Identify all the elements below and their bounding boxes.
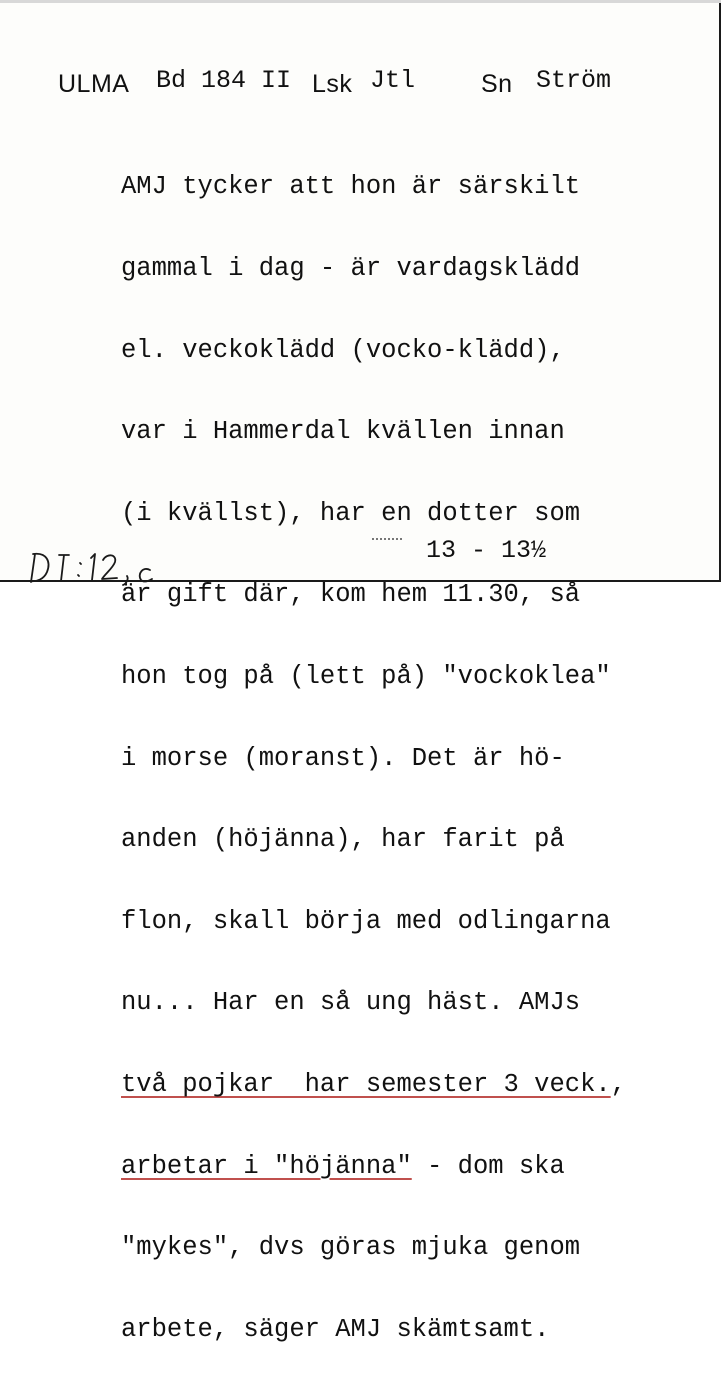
landskap-label: Lsk xyxy=(312,70,353,98)
underlined-phrase: två pojkar har semester 3 veck. xyxy=(121,1069,611,1099)
text-tail: , xyxy=(610,1069,626,1099)
text-line-underlined xyxy=(121,1071,626,1098)
text-line-underlined xyxy=(121,1153,626,1180)
volume-ref: Bd 184 II xyxy=(156,66,292,95)
text-line: flon, skall börja med odlingarna xyxy=(121,906,611,936)
text-line: nu... Har en så ung häst. AMJs xyxy=(121,988,581,1018)
text-line: AMJ tycker att hon är särskilt xyxy=(121,172,581,202)
text-line: hon tog på (lett på) "vockoklea" xyxy=(121,661,611,691)
card-body-text xyxy=(121,119,626,1397)
handwritten-signum xyxy=(25,546,195,586)
text-line: (i kvällst), har en dotter som xyxy=(121,498,581,528)
text-line: gammal i dag - är vardagsklädd xyxy=(121,254,581,283)
text-tail: - dom ska xyxy=(411,1151,565,1181)
text-line: var i Hammerdal kvällen innan xyxy=(121,417,565,447)
faint-dash-mark xyxy=(372,538,402,543)
socken-value: Ström xyxy=(536,66,612,95)
text-line: anden (höjänna), har farit på xyxy=(121,825,565,855)
card-top-edge xyxy=(0,0,721,3)
text-line: el. veckoklädd (vocko-klädd), xyxy=(121,335,565,365)
landskap-value: Jtl xyxy=(370,66,416,95)
text-line: är gift där, kom hem 11.30, så xyxy=(121,580,581,610)
underlined-phrase: arbetar i "höjänna" xyxy=(121,1151,412,1181)
text-line: "mykes", dvs göras mjuka genom xyxy=(121,1233,581,1263)
socken-label: Sn xyxy=(481,70,513,98)
text-line: arbete, säger AMJ skämtsamt. xyxy=(121,1314,550,1344)
page-reference: 13 - 13½ xyxy=(426,536,547,565)
archive-name: ULMA xyxy=(58,70,130,98)
text-line: i morse (moranst). Det är hö- xyxy=(121,743,565,773)
